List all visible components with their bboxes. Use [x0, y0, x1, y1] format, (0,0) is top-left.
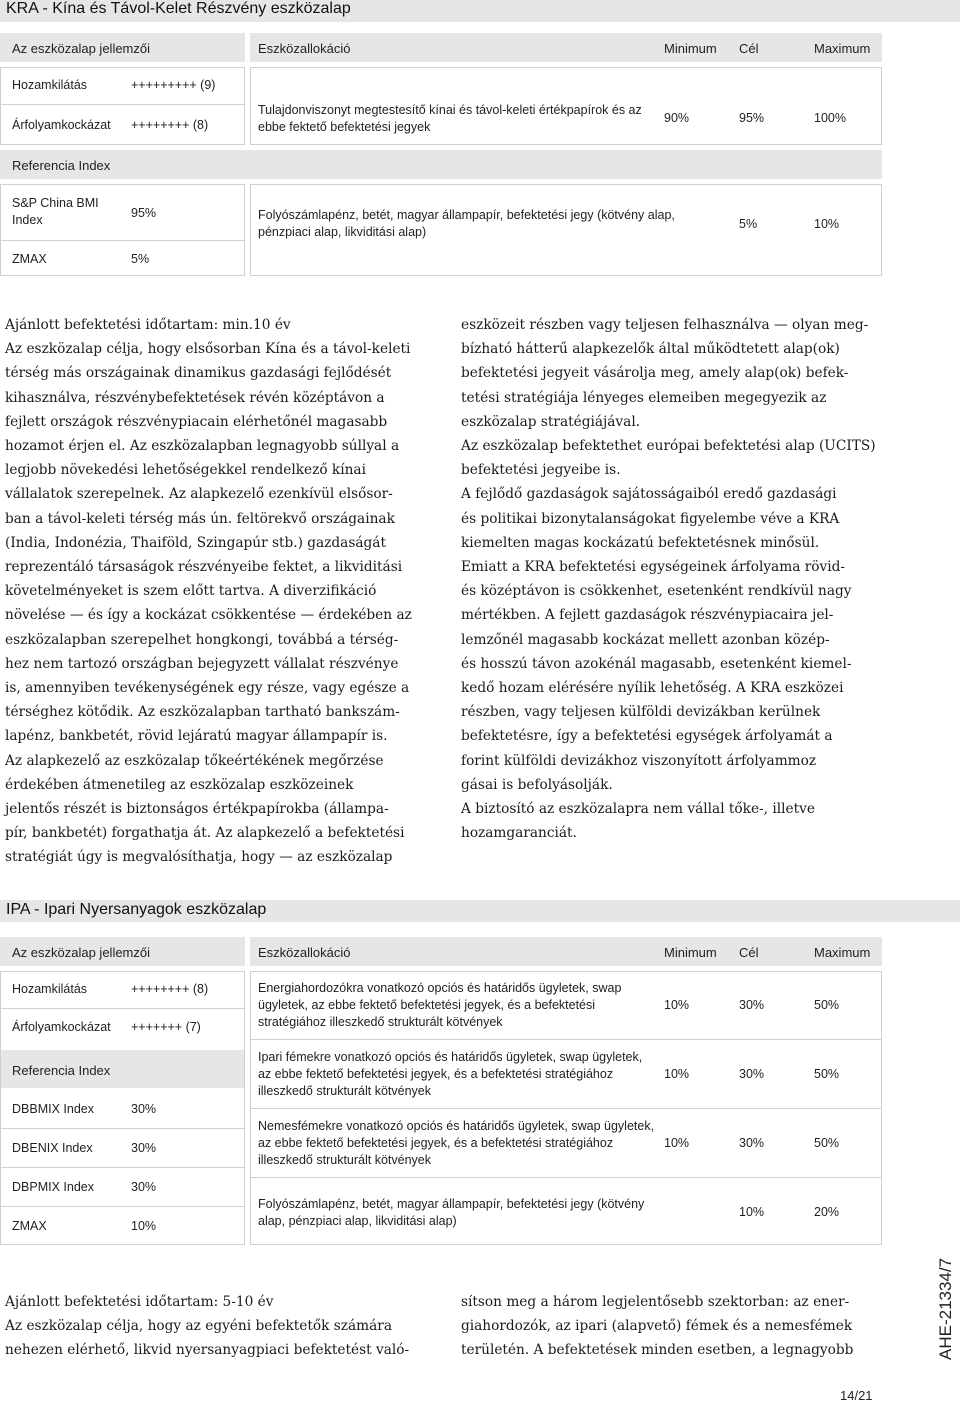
kra-ref2-value: 5% — [131, 252, 150, 266]
ipa-alloc3-text: Nemesfémekre vonatkozó opciós és határidős ügyletek, swap ügyletek, az ebbe fektető befektetési jegyek, és a befektetési stratégiához illeszkedő strukturált kötvények — [258, 1119, 655, 1167]
kra-alloc1-target: 95% — [739, 111, 765, 125]
kra-header-min: Minimum — [664, 41, 717, 56]
kra-ref2-name: ZMAX — [12, 252, 47, 266]
kra-features-divider — [0, 104, 245, 105]
ipa-body-right: sítson meg a három legjelentősebb szektorban: az ener- giahordozók, az ipari (alapvető) fémek és a nemesfémek területén. A befektetések minden esetben, a legnagyobb — [461, 1294, 854, 1359]
kra-ref-label: Referencia Index — [12, 158, 111, 173]
ipa-body-left: Ajánlott befektetési időtartam: 5-10 év Az eszközalap célja, hogy az egyéni befektetők számára nehezen elérhető, likvid nyersanyagpiaci befektetést való- — [5, 1294, 410, 1359]
kra-header-max: Maximum — [814, 41, 871, 56]
ipa-divider-3 — [0, 1167, 245, 1168]
ipa-alloc2-max: 50% — [814, 1067, 840, 1081]
ipa-alloc1-text: Energiahordozókra vonatkozó opciós és határidős ügyletek, swap ügyletek, az ebbe fektető befektetési jegyek, és a befektetési stratégiához illeszkedő strukturált kötvények — [258, 981, 622, 1029]
document-code: AHE-21334/7 — [936, 1257, 955, 1360]
kra-alloc2-text: Folyószámlapénz, betét, magyar állampapír, befektetési jegy (kötvény alap, pénzpiaci alap, likviditási alap) — [258, 208, 675, 239]
ipa-hozam-value: ++++++++ (8) — [131, 982, 209, 996]
ipa-alloc-divider-3 — [250, 1177, 882, 1178]
kra-ref-header — [0, 150, 882, 179]
ipa-alloc-divider-1 — [250, 1039, 882, 1040]
kra-body-right: eszközeit részben vagy teljesen felhasználva — olyan meg- bízható hátterű alapkezelők által működtetett alap(ok) befektetési jegyeit vásárolja meg, amely alap(ok) befek- tetési stratégiája lényeges elemeiben megegyezik az eszközalap stratégiájával. Az eszközalap befektethet európai befektetési alap (UCITS) befektetési jegyeibe is. A fejlődő gazdaságok sajátosságaiból eredő gazdasági és politikai bizonytalanságokat figyelembe véve a KRA kiemelten magas kockázatú befektetésnek minősül. Emiatt a KRA befektetési egységeinek árfolyama rövid- és középtávon is csökkenhet, esetenként rendkívül nagy mértékben. A fejlett gazdaságok részvénypiacaira jel- lemzőnél magasabb kockázat mellett azonban közép- és hosszú távon azokénál magasabb, esetenként kiemel- kedő hozam elérésére nyílik lehetőség. A KRA eszközei részben, vagy teljesen külföldi devizákban kerülnek befektetésre, így a befektetési egységek árfolyamát a forint külföldi devizákhoz viszonyított árfolyammoz gásai is befolyásolják. A biztosító az eszközalapra nem vállal tőke-, illetve hozamgaranciát. — [461, 317, 876, 842]
kra-ref-divider — [0, 240, 245, 241]
ipa-alloc-divider-2 — [250, 1108, 882, 1109]
ipa-arfolyam-value: +++++++ (7) — [131, 1020, 201, 1034]
ipa-ref1-name: DBBMIX Index — [12, 1102, 94, 1116]
ipa-alloc1-target: 30% — [739, 998, 765, 1012]
ipa-ref1-value: 30% — [131, 1102, 157, 1116]
ipa-header-max: Maximum — [814, 945, 871, 960]
ipa-ref2-name: DBENIX Index — [12, 1141, 93, 1155]
ipa-ref-label: Referencia Index — [12, 1063, 111, 1078]
ipa-ref4-name: ZMAX — [12, 1219, 47, 1233]
ipa-alloc3-min: 10% — [664, 1136, 690, 1150]
ipa-alloc4-max: 20% — [814, 1205, 840, 1219]
ipa-ref3-value: 30% — [131, 1180, 157, 1194]
ipa-divider-2 — [0, 1128, 245, 1129]
kra-header-features: Az eszközalap jellemzői — [12, 41, 151, 56]
ipa-alloc2-text: Ipari fémekre vonatkozó opciós és határidős ügyletek, swap ügyletek, az ebbe fektető befektetési jegyek, és a befektetési stratégiához illeszkedő strukturált kötvények — [258, 1050, 643, 1098]
kra-alloc1-min: 90% — [664, 111, 690, 125]
kra-header-target: Cél — [739, 41, 759, 56]
ipa-header-allocation: Eszközallokáció — [258, 945, 351, 960]
ipa-arfolyam-label: Árfolyamkockázat — [12, 1020, 111, 1034]
ipa-title: IPA - Ipari Nyersanyagok eszközalap — [6, 901, 267, 918]
kra-alloc2-max: 10% — [814, 217, 840, 231]
kra-title: KRA - Kína és Távol-Kelet Részvény eszközalap — [6, 0, 351, 17]
ipa-ref2-value: 30% — [131, 1141, 157, 1155]
kra-alloc1-text: Tulajdonviszonyt megtestesítő kínai és távol-keleti értékpapírok és az ebbe fektető befektetési jegyek — [258, 103, 642, 134]
ipa-divider-1 — [0, 1008, 245, 1009]
ipa-header-features: Az eszközalap jellemzői — [12, 945, 151, 960]
ipa-header-min: Minimum — [664, 945, 717, 960]
kra-ref1-name: S&P China BMI Index — [12, 196, 99, 227]
ipa-alloc3-target: 30% — [739, 1136, 765, 1150]
kra-arfolyam-label: Árfolyamkockázat — [12, 118, 111, 132]
kra-arfolyam-value: ++++++++ (8) — [131, 118, 209, 132]
ipa-ref3-name: DBPMIX Index — [12, 1180, 94, 1194]
ipa-divider-4 — [0, 1206, 245, 1207]
kra-hozam-label: Hozamkilátás — [12, 78, 88, 92]
ipa-alloc1-min: 10% — [664, 998, 690, 1012]
kra-body-left: Ajánlott befektetési időtartam: min.10 év Az eszközalap célja, hogy elsősorban Kína és a távol-keleti térség más országainak dinamikus gazdasági fejlődését kihasználva, részvénybefektetések révén középtávon a fejlett országok részvénypiacain elérhetőnél magasabb hozamot érjen el. Az eszközalapban legnagyobb súllyal a legjobb növekedési lehetőségekkel rendelkező kínai vállalatok szerepelnek. Az alapkezelő ezenkívül elsősor- ban a távol-keleti térség más ún. feltörekvő országainak (India, Indonézia, Thaiföld, Szingapúr stb.) gazdaságát reprezentáló társaságok részvényeibe fektet, a likviditási követelményeket is szem előtt tartva. A diverzifikáció növelése — és így a kockázat csökkentése — érdekében az eszközalapban szerepelhet hongkongi, továbbá a térség- hez nem tartozó országban bejegyzett vállalat részvénye is, amennyiben tevékenységének egy része, vagy egésze a térséghez kötődik. Az eszközalapban tartható bankszám- lapénz, bankbetét, rövid lejáratú magyar állampapír is. Az alapkezelő az eszközalap tőkeértékének megőrzése érdekében átmenetileg az eszközalap eszközeinek jelentős részét is biztonságos értékpapírokba (állampa- pír, bankbetét) forgathatja át. Az alapkezelő a befektetési stratégiát úgy is megvalósíthatja, hogy — az eszközalap — [5, 317, 412, 866]
kra-alloc2-target: 5% — [739, 217, 758, 231]
ipa-header-target: Cél — [739, 945, 759, 960]
ipa-alloc2-target: 30% — [739, 1067, 765, 1081]
page-number: 14/21 — [840, 1388, 873, 1403]
ipa-alloc4-target: 10% — [739, 1205, 765, 1219]
kra-alloc1-max: 100% — [814, 111, 846, 125]
ipa-alloc2-min: 10% — [664, 1067, 690, 1081]
ipa-ref4-value: 10% — [131, 1219, 157, 1233]
kra-header-allocation: Eszközallokáció — [258, 41, 351, 56]
kra-hozam-value: +++++++++ (9) — [131, 78, 216, 92]
ipa-alloc3-max: 50% — [814, 1136, 840, 1150]
ipa-alloc1-max: 50% — [814, 998, 840, 1012]
ipa-alloc4-text: Folyószámlapénz, betét, magyar állampapír, befektetési jegy (kötvény alap, pénzpiaci alap, likviditási alap) — [258, 1197, 645, 1228]
ipa-hozam-label: Hozamkilátás — [12, 982, 88, 996]
kra-ref1-value: 95% — [131, 206, 157, 220]
